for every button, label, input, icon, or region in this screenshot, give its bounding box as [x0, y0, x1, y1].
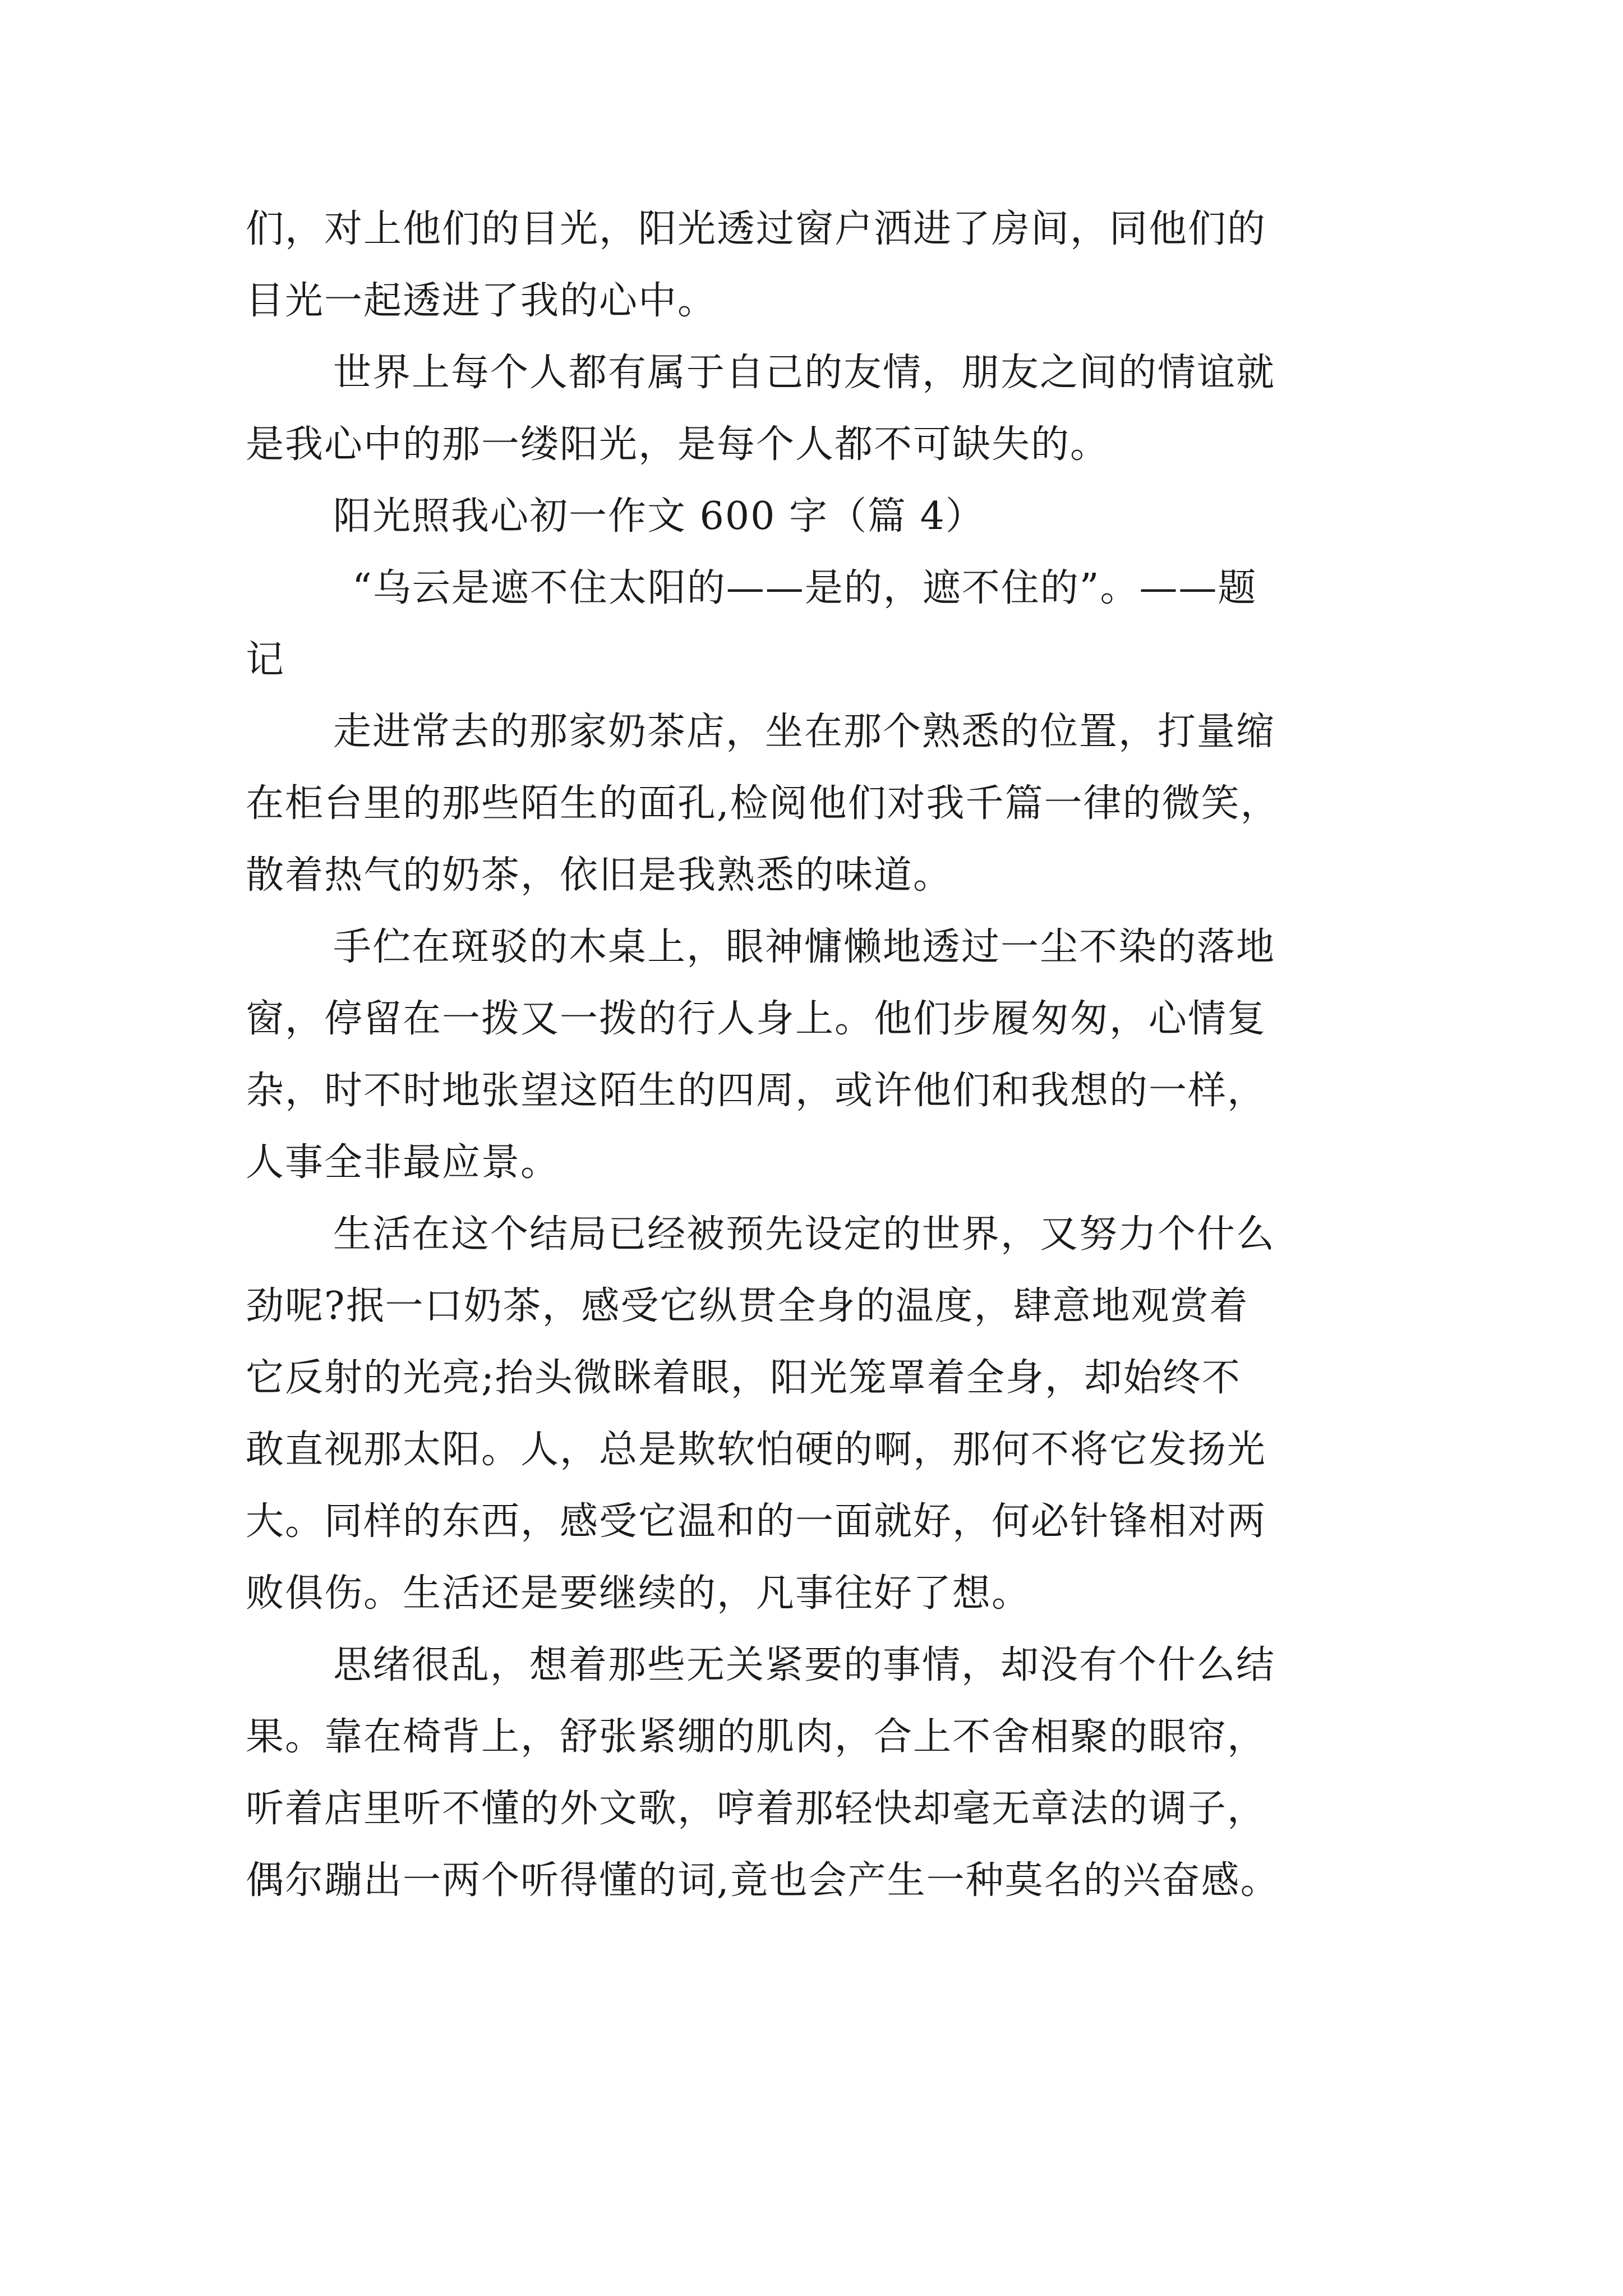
- paragraph-start-line: 思绪很乱，想着那些无关紧要的事情，却没有个什么结: [333, 1643, 1276, 1687]
- text-line: 人事全非最应景。: [246, 1140, 560, 1185]
- document-body: [246, 194, 1390, 1917]
- text-line: 散着热气的奶茶，依旧是我熟悉的味道。: [246, 853, 953, 898]
- text-line: 偶尔蹦出一两个听得懂的词,竟也会产生一种莫名的兴奋感。: [246, 1858, 1280, 1903]
- section-heading: 阳光照我心初一作文 600 字（篇 4）: [333, 494, 985, 539]
- text-line: 大。同样的东西，感受它温和的一面就好，何必针锋相对两: [246, 1499, 1267, 1544]
- text-line: 听着店里听不懂的外文歌，哼着那轻快却毫无章法的调子，: [246, 1787, 1267, 1831]
- text-line: 败俱伤。生活还是要继续的，凡事往好了想。: [246, 1571, 1031, 1616]
- paragraph-start-line: 手伫在斑驳的木桌上，眼神慵懒地透过一尘不染的落地: [333, 925, 1276, 969]
- text-line: 它反射的光亮;抬头微眯着眼，阳光笼罩着全身，却始终不: [246, 1356, 1241, 1400]
- text-line: 在柜台里的那些陌生的面孔,检阅他们对我千篇一律的微笑，: [246, 781, 1280, 826]
- text-line: 们，对上他们的目光，阳光透过窗户洒进了房间，同他们的: [246, 207, 1267, 251]
- text-line: 敢直视那太阳。人，总是欺软怕硬的啊，那何不将它发扬光: [246, 1428, 1267, 1472]
- epigraph-line: 记: [246, 638, 285, 682]
- text-line: 果。靠在椅背上，舒张紧绷的肌肉，合上不舍相聚的眼帘，: [246, 1715, 1267, 1759]
- text-line: 目光一起透进了我的心中。: [246, 279, 717, 323]
- paragraph-start-line: 生活在这个结局已经被预先设定的世界，又努力个什么: [333, 1212, 1276, 1257]
- text-line: 是我心中的那一缕阳光，是每个人都不可缺失的。: [246, 422, 1110, 467]
- text-line: 杂，时不时地张望这陌生的四周，或许他们和我想的一样，: [246, 1069, 1267, 1113]
- text-line: 窗，停留在一拨又一拨的行人身上。他们步履匆匆，心情复: [246, 997, 1267, 1041]
- text-line: 劲呢?抿一口奶茶，感受它纵贯全身的温度，肆意地观赏着: [246, 1284, 1249, 1328]
- epigraph-line: “乌云是遮不住太阳的——是的，遮不住的”。——题: [352, 566, 1257, 610]
- paragraph-start-line: 世界上每个人都有属于自己的友情，朋友之间的情谊就: [333, 351, 1276, 395]
- paragraph-start-line: 走进常去的那家奶茶店，坐在那个熟悉的位置，打量缩: [333, 710, 1276, 754]
